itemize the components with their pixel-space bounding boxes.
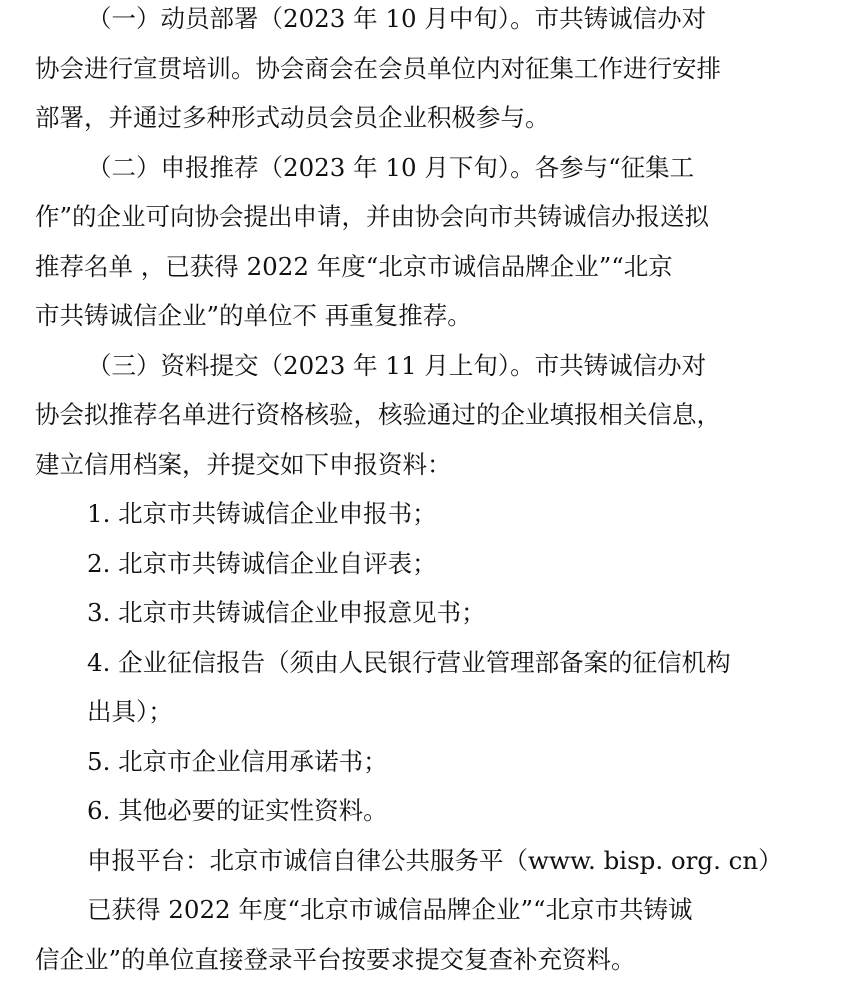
- final-paragraph-line-2: 信企业”的单位直接登录平台按要求提交复查补充资料。: [35, 945, 636, 974]
- paragraph-2-line-4: 市共铸诚信企业”的单位不 再重复推荐。: [35, 301, 472, 330]
- paragraph-2-line-1: （二）申报推荐（2023 年 10 月下旬）。各参与“征集工: [87, 153, 695, 182]
- final-paragraph-line-1: 已获得 2022 年度“北京市诚信品牌企业”“北京市共铸诚: [87, 895, 693, 924]
- list-item-1: 1. 北京市共铸诚信企业申报书；: [87, 499, 437, 528]
- paragraph-3-line-2: 协会拟推荐名单进行资格核验，核验通过的企业填报相关信息，: [35, 400, 721, 429]
- paragraph-2-line-2: 作”的企业可向协会提出申请，并由协会向市共铸诚信办报送拟: [35, 202, 710, 231]
- paragraph-3-line-1: （三）资料提交（2023 年 11 月上旬）。市共铸诚信办对: [87, 351, 707, 380]
- paragraph-2-line-3: 推荐名单 ，已获得 2022 年度“北京市诚信品牌企业”“北京: [35, 252, 673, 281]
- platform-line: 申报平台：北京市诚信自律公共服务平（www. bisp. org. cn）: [87, 846, 783, 875]
- list-item-4-line-2: 出具）；: [87, 697, 173, 726]
- list-item-5: 5. 北京市企业信用承诺书；: [87, 747, 388, 776]
- paragraph-1-line-1: （一）动员部署（2023 年 10 月中旬）。市共铸诚信办对: [87, 4, 707, 33]
- list-item-3: 3. 北京市共铸诚信企业申报意见书；: [87, 598, 486, 627]
- paragraph-1-line-3: 部署，并通过多种形式动员会员企业积极参与。: [35, 103, 550, 132]
- list-item-2: 2. 北京市共铸诚信企业自评表；: [87, 549, 437, 578]
- paragraph-3-line-3: 建立信用档案，并提交如下申报资料：: [35, 450, 452, 479]
- list-item-6: 6. 其他必要的证实性资料。: [87, 796, 388, 825]
- paragraph-1-line-2: 协会进行宣贯培训。协会商会在会员单位内对征集工作进行安排: [35, 54, 721, 83]
- list-item-4-line-1: 4. 企业征信报告（须由人民银行营业管理部备案的征信机构: [87, 648, 731, 677]
